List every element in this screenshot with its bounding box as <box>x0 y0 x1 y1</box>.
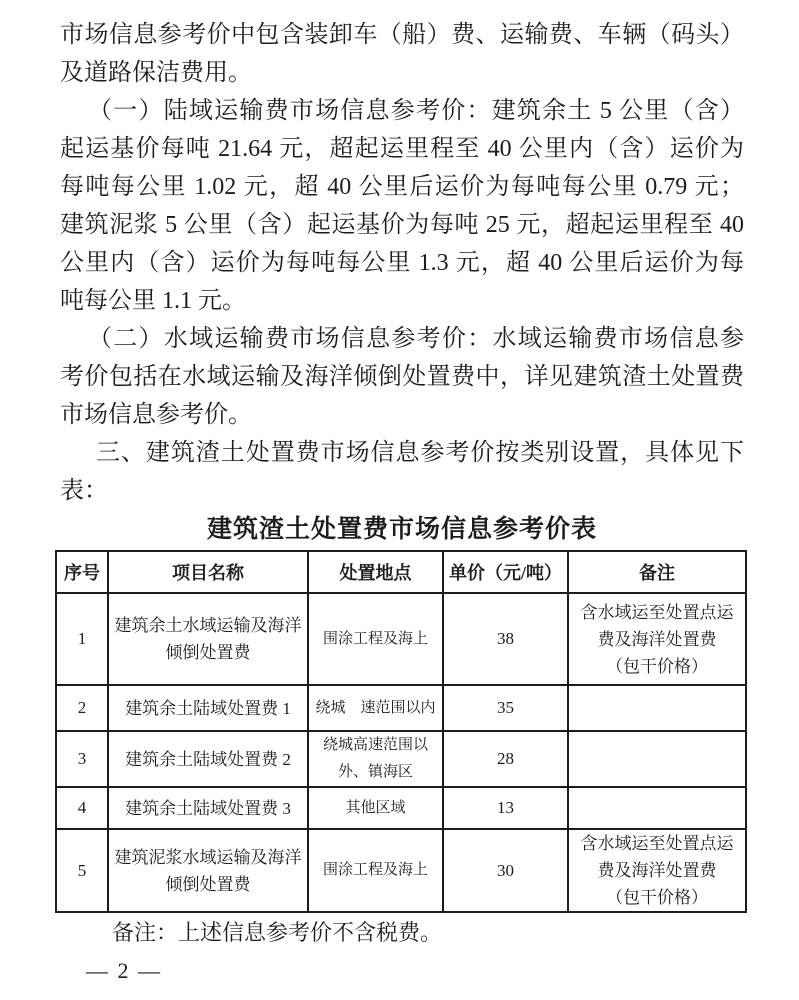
cell-serial: 3 <box>56 731 108 787</box>
cell-serial: 5 <box>56 829 108 912</box>
body-line: 及道路保洁费用。 <box>60 60 252 86</box>
table-footnote: 备注：上述信息参考价不含税费。 <box>112 920 443 945</box>
cell-serial: 1 <box>56 593 108 685</box>
cell-price: 38 <box>443 593 568 685</box>
cell-project: 建筑余土水域运输及海洋 倾倒处置费 <box>108 593 308 685</box>
body-line: （二）水域运输费市场信息参考价：水域运输费市场信息参 <box>88 326 744 352</box>
body-line: 市场信息参考价。 <box>60 402 252 428</box>
body-line: 表： <box>60 478 108 504</box>
cell-price: 28 <box>443 731 568 787</box>
body-line: 吨每公里 1.1 元。 <box>60 288 246 314</box>
cell-place: 绕城 速范围以内 <box>308 685 443 731</box>
body-line: 起运基价每吨 21.64 元，超起运里程至 40 公里内（含）运价为 <box>60 136 744 162</box>
cell-project: 建筑泥浆水域运输及海洋 倾倒处置费 <box>108 829 308 912</box>
table-row <box>56 731 746 787</box>
body-line: 市场信息参考价中包含装卸车（船）费、运输费、车辆（码头） <box>60 22 744 48</box>
cell-remark <box>568 787 746 829</box>
cell-place: 绕城高速范围以 外、镇海区 <box>308 731 443 787</box>
table-row <box>56 829 746 912</box>
cell-price: 30 <box>443 829 568 912</box>
cell-remark: 含水域运至处置点运 费及海洋处置费 （包干价格） <box>568 829 746 912</box>
table-row <box>56 787 746 829</box>
body-line: 建筑泥浆 5 公里（含）起运基价为每吨 25 元，超起运里程至 40 <box>60 212 744 238</box>
cell-remark <box>568 731 746 787</box>
table-header-row <box>56 551 746 593</box>
cell-serial: 2 <box>56 685 108 731</box>
body-line: 考价包括在水域运输及海洋倾倒处置费中，详见建筑渣土处置费 <box>60 364 744 390</box>
table-row <box>56 593 746 685</box>
cell-place: 其他区域 <box>308 787 443 829</box>
cell-project: 建筑余土陆域处置费 2 <box>108 731 308 787</box>
body-text <box>60 0 744 510</box>
page-number: — 2 — <box>86 958 162 983</box>
cell-price: 35 <box>443 685 568 731</box>
cell-price: 13 <box>443 787 568 829</box>
cell-place: 围涂工程及海上 <box>308 593 443 685</box>
body-line: 三、建筑渣土处置费市场信息参考价按类别设置，具体见下 <box>96 440 744 466</box>
cell-serial: 4 <box>56 787 108 829</box>
body-line: 公里内（含）运价为每吨每公里 1.3 元，超 40 公里后运价为每 <box>60 250 744 276</box>
cell-project: 建筑余土陆域处置费 3 <box>108 787 308 829</box>
header-project: 项目名称 <box>108 551 308 593</box>
header-serial: 序号 <box>56 551 108 593</box>
header-place: 处置地点 <box>308 551 443 593</box>
cell-place: 围涂工程及海上 <box>308 829 443 912</box>
header-remark: 备注 <box>568 551 746 593</box>
table-row <box>56 685 746 731</box>
header-price: 单价（元/吨） <box>443 551 568 593</box>
cell-remark <box>568 685 746 731</box>
cell-project: 建筑余土陆域处置费 1 <box>108 685 308 731</box>
reference-price-table <box>55 550 747 913</box>
cell-remark: 含水域运至处置点运 费及海洋处置费 （包干价格） <box>568 593 746 685</box>
table-title: 建筑渣土处置费市场信息参考价表 <box>206 516 597 543</box>
body-line: 每吨每公里 1.02 元，超 40 公里后运价为每吨每公里 0.79 元； <box>60 174 744 200</box>
body-line: （一）陆域运输费市场信息参考价：建筑余土 5 公里（含） <box>88 98 744 124</box>
